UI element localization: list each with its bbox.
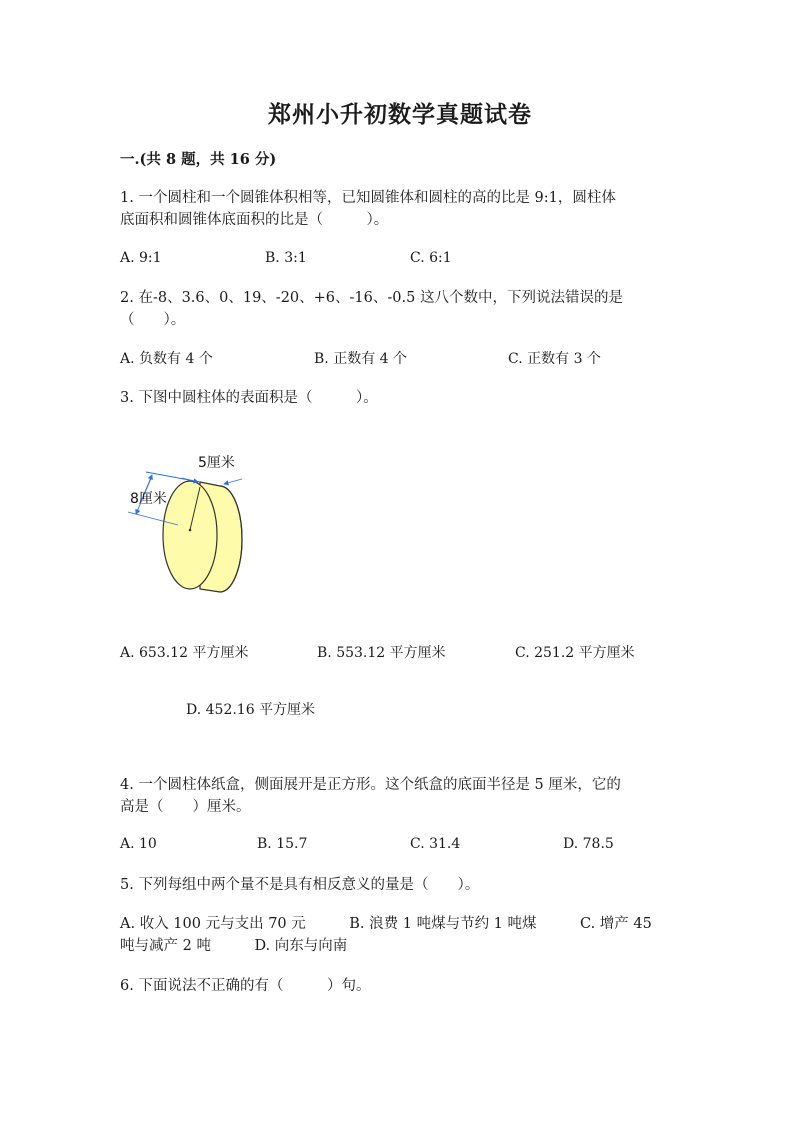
question-1-stem-line-2: 底面积和圆锥体底面积的比是（ ）。	[120, 212, 389, 228]
question-3-option-a: A. 653.12 平方厘米	[120, 645, 249, 661]
question-2-stem-line-2: （ ）。	[120, 312, 186, 328]
question-3-stem: 3. 下图中圆柱体的表面积是（ ）。	[120, 390, 378, 406]
height-label: 8厘米	[130, 491, 167, 507]
question-5-options-line-1: A. 收入 100 元与支出 70 元 B. 浪费 1 吨煤与节约 1 吨煤 C. 增产 45	[120, 916, 652, 932]
question-6-stem: 6. 下面说法不正确的有（ ）句。	[120, 978, 371, 994]
question-4-option-b: B. 15.7	[257, 836, 308, 852]
question-1-stem-line-1: 1. 一个圆柱和一个圆锥体积相等，已知圆锥体和圆柱的高的比是 9:1，圆柱体	[120, 190, 616, 206]
question-3-option-d: D. 452.16 平方厘米	[186, 702, 316, 718]
page-title: 郑州小升初数学真题试卷	[268, 101, 532, 128]
question-1-option-b: B. 3:1	[265, 250, 307, 266]
radius-label: 5厘米	[198, 455, 235, 471]
cylinder-figure	[120, 446, 255, 596]
center-point	[189, 529, 192, 532]
question-2-option-a: A. 负数有 4 个	[120, 351, 213, 367]
question-1-option-a: A. 9:1	[120, 250, 162, 266]
section-heading: 一.(共 8 题，共 16 分)	[120, 151, 277, 168]
question-2-option-c: C. 正数有 3 个	[508, 351, 601, 367]
question-3-option-b: B. 553.12 平方厘米	[317, 645, 446, 661]
question-3-option-c: C. 251.2 平方厘米	[515, 645, 635, 661]
question-2-stem-line-1: 2. 在-8、3.6、0、19、-20、+6、-16、-0.5 这八个数中，下列说法错误的是	[120, 290, 623, 306]
cylinder-front-face	[163, 481, 217, 589]
question-4-option-c: C. 31.4	[410, 836, 461, 852]
question-1-option-c: C. 6:1	[410, 250, 452, 266]
question-5-options-line-2: 吨与减产 2 吨 D. 向东与向南	[120, 938, 348, 954]
question-4-stem-line-1: 4. 一个圆柱体纸盒，侧面展开是正方形。这个纸盒的底面半径是 5 厘米，它的	[120, 777, 621, 793]
radius-arrow-right	[224, 479, 242, 484]
question-5-stem: 5. 下列每组中两个量不是具有相反意义的量是（ ）。	[120, 877, 480, 893]
question-4-option-a: A. 10	[120, 836, 157, 852]
question-4-stem-line-2: 高是（ ）厘米。	[120, 799, 251, 815]
question-4-option-d: D. 78.5	[563, 836, 614, 852]
question-2-option-b: B. 正数有 4 个	[314, 351, 407, 367]
